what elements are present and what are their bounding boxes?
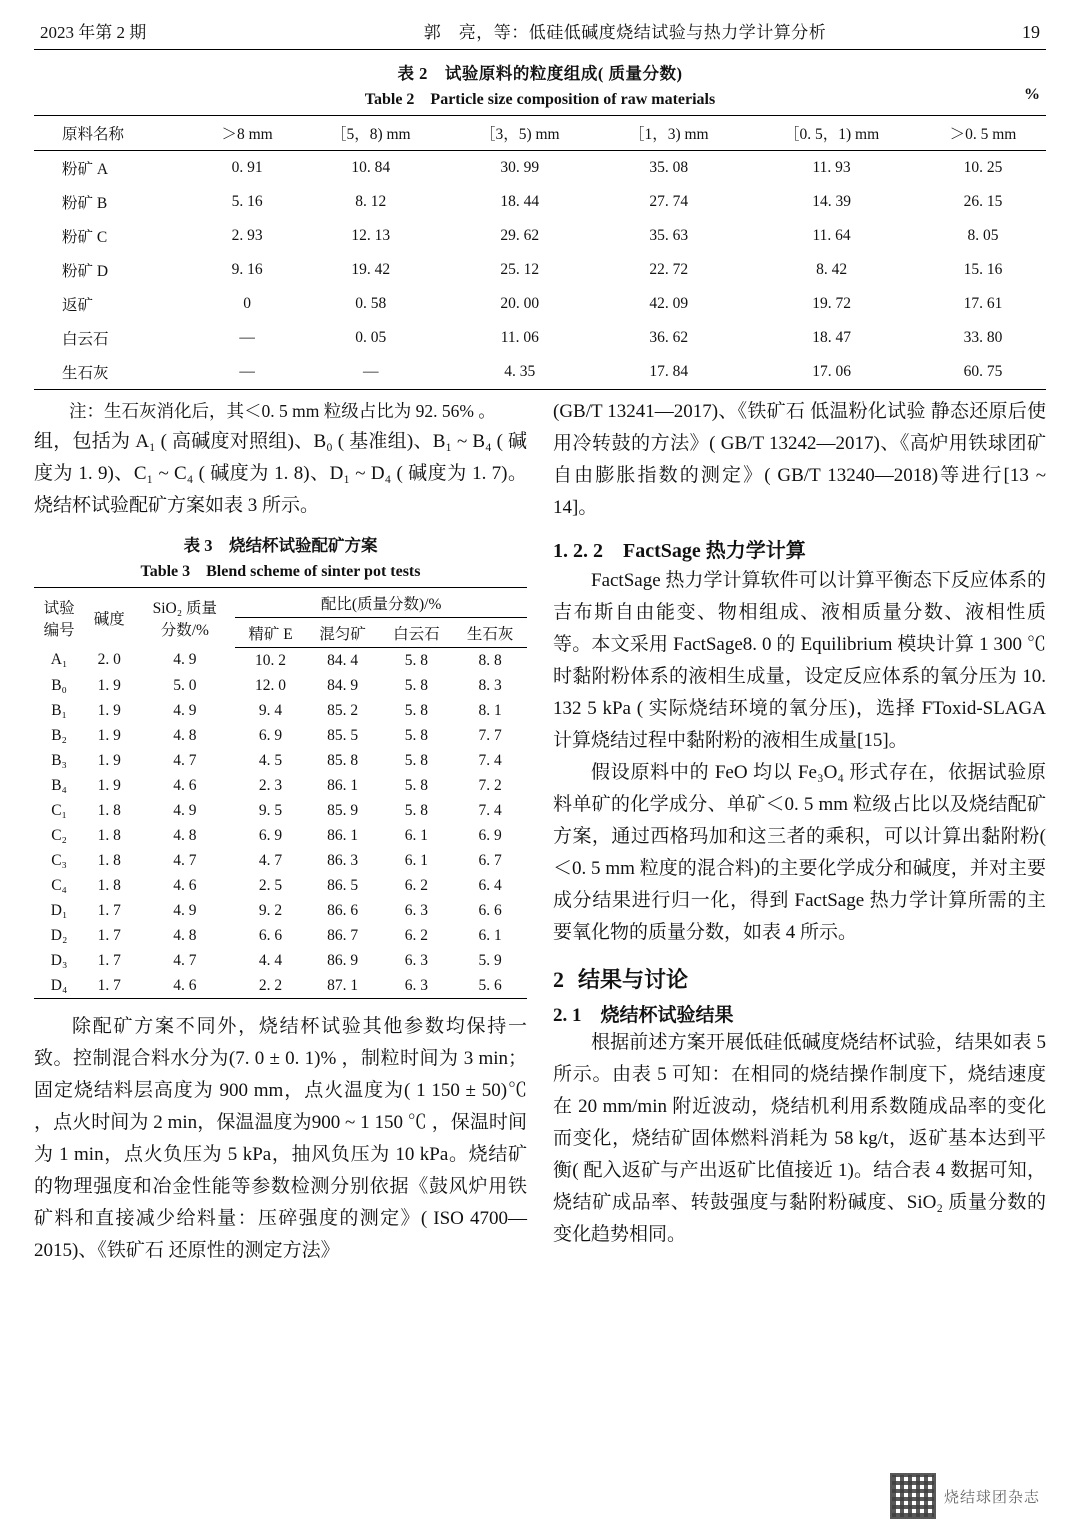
table3-col-sio2: [134, 588, 235, 648]
table2-col-4: ［1，3) mm: [594, 116, 743, 151]
table2-cell: 0: [243, 295, 251, 312]
watermark: [890, 1473, 1040, 1519]
table3-cell: 4. 6: [173, 876, 197, 894]
table2-unit: %: [1024, 86, 1040, 103]
table-row: [34, 948, 527, 973]
table2-col-6: ＞0. 5 mm: [920, 116, 1046, 151]
table2-cell: 11. 64: [812, 227, 851, 244]
table3-cell: 1. 7: [97, 951, 121, 969]
qr-code-icon: [890, 1473, 936, 1519]
table3-cell: 6. 3: [404, 901, 428, 919]
table3-col-quicklime: 生石灰: [453, 618, 527, 648]
table2-col-2: ［5，8) mm: [296, 116, 445, 151]
table3-cell: 1. 9: [97, 726, 121, 744]
running-head: [34, 18, 1046, 49]
table-row: [34, 219, 1046, 253]
table-row: [34, 648, 527, 674]
table3-cell: 1. 9: [97, 776, 121, 794]
table3-cell: 9. 2: [258, 901, 283, 919]
table3-cell: 85. 9: [327, 801, 359, 819]
table3-cell: 4. 6: [173, 776, 197, 794]
table3-cell: 1. 7: [97, 926, 121, 944]
table3-cell: D₂: [50, 926, 68, 944]
table3-cell: 5. 8: [404, 776, 428, 794]
two-column-body: [34, 396, 1046, 1267]
table2-cell: 5. 16: [231, 193, 263, 210]
table3-cell: 7. 2: [478, 776, 502, 794]
table2-cell: 30. 99: [500, 159, 540, 176]
table3-cell: C₃: [51, 851, 67, 869]
table3-cell: D₄: [34, 973, 84, 999]
table3-cell: 2. 0: [97, 651, 121, 669]
table2-cell: 粉矿 B: [62, 195, 108, 212]
table3-caption-cn: 表 3 烧结杯试验配矿方案: [183, 536, 378, 555]
table3-col-conc: 精矿 E: [235, 618, 305, 648]
table3-cell: 6. 2: [404, 926, 428, 944]
table3-col-sio2-l2: 分数/%: [160, 621, 209, 639]
table-row: [34, 973, 527, 999]
table3-cell: 4. 7: [258, 851, 283, 869]
table3-cell: 6. 1: [478, 926, 502, 944]
table2-cell: 17. 61: [963, 295, 1003, 312]
table2-head: [34, 116, 1046, 151]
table3-cell: 9. 5: [258, 801, 283, 819]
table2-col-1: ＞8 mm: [198, 116, 296, 151]
table2-cell: 15. 16: [963, 261, 1003, 278]
table3-cell: 84. 4: [327, 651, 359, 669]
table3-cell: 5. 8: [404, 701, 428, 719]
table3-cell: 86. 7: [327, 926, 359, 944]
table2-cell: 17. 84: [594, 355, 743, 390]
table3-header-row-1: [34, 588, 527, 618]
table3-cell: 4. 9: [173, 901, 197, 919]
table3-cell: 4. 9: [173, 801, 197, 819]
table2-col-5: ［0. 5，1) mm: [743, 116, 920, 151]
table2-cell: 11. 93: [812, 159, 851, 176]
table3-cell: 86. 5: [327, 876, 359, 894]
table3-cell: 1. 9: [97, 751, 121, 769]
table2-cell: 8. 12: [355, 193, 387, 210]
table2-body: [34, 151, 1046, 390]
table2-cell: 18. 47: [812, 329, 851, 346]
table2-cell: 17. 06: [743, 355, 920, 390]
table3-cell: D₃: [50, 951, 68, 969]
table2-cell: —: [198, 355, 296, 390]
table3-cell: 6. 9: [478, 826, 502, 844]
table2-cell: 10. 84: [351, 159, 391, 176]
section-heading-2-1: 2. 1 烧结杯试验结果: [553, 1005, 734, 1026]
table3-cell: D₁: [50, 901, 68, 919]
table3-cell: 2. 3: [258, 776, 283, 794]
running-head-title: 郭 亮，等：低硅低碱度烧结试验与热力学计算分析: [423, 23, 827, 42]
table3-cell: 1. 7: [97, 901, 121, 919]
table3-cell: 9. 4: [258, 701, 283, 719]
table3-cell: 6. 9: [258, 726, 283, 744]
table3-head: [34, 588, 527, 648]
table2-cell: 粉矿 C: [62, 229, 108, 246]
right-paragraph-4: 根据前述方案开展低硅低碱度烧结杯试验，结果如表 5 所示。由表 5 可知：在相同的烧结操作制度下，烧结速度在 20 mm/min 附近波动，烧结机利用系数随成品率的变化而变化，烧结矿固体燃料消耗为 58 kg/t，返矿基本达到平衡( 配入返矿与产出返矿比值接近 1)。结合表 4 数据可知，烧结矿成品率、转鼓强度与黏附粉碱度、SiO₂ 质量分数的变化趋势相同。: [553, 1032, 1046, 1245]
table2-cell: 14. 39: [812, 193, 851, 210]
table3-cell: 1. 8: [97, 851, 121, 869]
table2-col-3: ［3，5) mm: [445, 116, 594, 151]
table3-cell: 5. 9: [478, 951, 502, 969]
table-row: [34, 873, 527, 898]
table3-cell: 1. 8: [97, 876, 121, 894]
watermark-label: 烧结球团杂志: [943, 1489, 1040, 1506]
table3-cell: 8. 1: [478, 701, 502, 719]
table3-cell: 4. 6: [134, 973, 235, 999]
table2-cell: 26. 15: [963, 193, 1003, 210]
table3-cell: 6. 6: [478, 901, 502, 919]
table2-cell: 2. 93: [231, 227, 263, 244]
table2-cell: 9. 16: [231, 261, 263, 278]
table3-col-dolomite: 白云石: [379, 618, 453, 648]
table3-cell: 4. 8: [173, 826, 197, 844]
left-paragraph-2: 除配矿方案不同外，烧结杯试验其他参数均保持一致。控制混合料水分为(7. 0 ± 0. 1)% ，制粒时间为 3 min；固定烧结料层高度为 900 mm，点火温度为( 1 150 ± 50)℃ ，点火时间为 2 min，保温温度为900 ~ 1 150 ℃ ，保温时间为 1 min，点火负压为 5 kPa，抽风负压为 10 kPa。烧结矿的物理强度和冶金性能等参数检测分别依据《鼓风炉用铁矿料和直接减少给料量：压碎强度的测定》( ISO 4700—2015)、《铁矿石 还原性的测定方法》: [34, 1016, 527, 1261]
table-row: [34, 673, 527, 698]
table3-cell: 6. 9: [258, 826, 283, 844]
table3-col-id: [34, 588, 84, 648]
table2-cell: —: [296, 355, 445, 390]
table3-cell: 4. 7: [173, 951, 197, 969]
table3-cell: 4. 7: [173, 851, 197, 869]
table3-cell: 5. 6: [453, 973, 527, 999]
table3-cell: B₄: [51, 776, 67, 794]
table3-cell: 6. 3: [379, 973, 453, 999]
running-head-issue: 2023 年第 2 期: [40, 23, 147, 42]
table-row: [34, 898, 527, 923]
table3-cell: 4. 7: [173, 751, 197, 769]
table3-cell: 6. 3: [404, 951, 428, 969]
table-row: [34, 773, 527, 798]
table3-cell: 5. 0: [173, 676, 197, 694]
table2-cell: 8. 42: [816, 261, 848, 278]
table-row: [34, 823, 527, 848]
table2-cell: 返矿: [62, 297, 94, 314]
table3-cell: 4. 8: [173, 926, 197, 944]
table2-note: 注：生石灰消化后，其＜0. 5 mm 粒级占比为 92. 56% 。: [69, 401, 496, 421]
table3-cell: 8. 8: [478, 651, 502, 669]
table2-caption-cn: 表 2 试验原料的粒度组成( 质量分数): [397, 64, 683, 83]
table-row: [34, 185, 1046, 219]
table3-cell: B₂: [51, 726, 67, 744]
table3-cell: C₄: [51, 876, 67, 894]
table2-col-0: 原料名称: [34, 116, 198, 151]
table2-cell: 粉矿 D: [62, 263, 109, 280]
table3-col-sio2-l1: SiO₂ 质量: [152, 599, 218, 617]
table2-cell: 0. 58: [355, 295, 387, 312]
table-row: [34, 748, 527, 773]
table3-cell: 5. 8: [404, 651, 428, 669]
table2-cell: 0. 05: [355, 329, 387, 346]
table3-caption-en: Table 3 Blend scheme of sinter pot tests: [140, 563, 421, 580]
table2-cell: 42. 09: [649, 295, 689, 312]
table3-cell: 5. 8: [404, 726, 428, 744]
table2-cell: 25. 12: [500, 261, 540, 278]
table3-cell: 6. 2: [404, 876, 428, 894]
table2-cell: 10. 25: [963, 159, 1003, 176]
table2-cell: 36. 62: [649, 329, 689, 346]
table2-caption-en-wrap: [34, 86, 1046, 109]
table3-cell: B₃: [51, 751, 67, 769]
table3-cell: 84. 9: [327, 676, 359, 694]
right-paragraph-2: FactSage 热力学计算软件可以计算平衡态下反应体系的吉布斯自由能变、物相组成、液相质量分数、液相性质等。本文采用 FactSage8. 0 的 Equilibrium 模块计算 1 300 ℃时黏附粉体系的液相生成量，设定反应体系的氧分压为 10. 132 5 kPa ( 实际烧结环境的氧分压)，选择 FToxid-SLAGA 计算烧结过程中黏附粉的液相生成量[15]。: [553, 570, 1046, 751]
table3-cell: 1. 8: [97, 826, 121, 844]
table3-cell: 86. 6: [327, 901, 359, 919]
table3-col-id-l2: 编号: [43, 621, 75, 639]
left-column: [34, 396, 527, 1267]
table3-cell: 7. 7: [478, 726, 502, 744]
table2-cell: 20. 00: [500, 295, 540, 312]
table3-col-id-l1: 试验: [43, 599, 75, 617]
table-row: [34, 798, 527, 823]
table3-cell: 6. 1: [404, 826, 428, 844]
table3-cell: C₁: [51, 801, 67, 819]
table3-cell: 1. 8: [97, 801, 121, 819]
table2-cell: 22. 72: [649, 261, 689, 278]
table3-cell: 12. 0: [255, 676, 286, 694]
table2-cell: 12. 13: [351, 227, 391, 244]
table-row: [34, 321, 1046, 355]
table3-cell: 5. 8: [404, 801, 428, 819]
table2-cell: 生石灰: [34, 355, 198, 390]
table3-cell: 10. 2: [255, 651, 286, 669]
table2-cell: 8. 05: [967, 227, 999, 244]
table2-cell: 35. 08: [649, 159, 689, 176]
table2-cell: 29. 62: [500, 227, 540, 244]
table2-cell: 4. 35: [445, 355, 594, 390]
table2-cell: 19. 72: [812, 295, 851, 312]
table3-cell: 4. 4: [258, 951, 283, 969]
table3-cell: 7. 4: [478, 751, 502, 769]
right-column: [553, 396, 1046, 1267]
table3-cell: 85. 2: [327, 701, 359, 719]
table3-cell: 86. 1: [327, 776, 359, 794]
table3-cell: 86. 9: [327, 951, 359, 969]
table-row: [34, 723, 527, 748]
table3-col-mix: 混匀矿: [306, 618, 380, 648]
page-number: 19: [1022, 22, 1040, 42]
table3-cell: 6. 7: [478, 851, 502, 869]
table3-cell: 5. 8: [404, 676, 428, 694]
table2-cell: 11. 06: [500, 329, 539, 346]
table3: [34, 587, 527, 999]
table3-cell: 4. 8: [173, 726, 197, 744]
table3-cell: 87. 1: [306, 973, 380, 999]
table3-cell: B₁: [51, 701, 67, 719]
table3-cell: 4. 9: [173, 651, 197, 669]
table3-cell: 1. 9: [97, 676, 121, 694]
table3-cell: 8. 3: [478, 676, 502, 694]
section-heading-1-2-2: 1. 2. 2 FactSage 热力学计算: [553, 540, 806, 562]
table2-cell: 35. 63: [649, 227, 689, 244]
table2-cell: 粉矿 A: [62, 161, 109, 178]
table3-cell: 6. 1: [404, 851, 428, 869]
table-row: [34, 848, 527, 873]
table3-cell: 6. 6: [258, 926, 283, 944]
table3-col-basicity: 碱度: [84, 588, 134, 648]
table3-cell: 4. 5: [258, 751, 283, 769]
table-row: [34, 923, 527, 948]
table-row: [34, 287, 1046, 321]
table2-cell: 0. 91: [231, 159, 263, 176]
table3-cell: 4. 9: [173, 701, 197, 719]
table-row: [34, 253, 1046, 287]
table2: [34, 115, 1046, 390]
table2-header-row: [34, 116, 1046, 151]
table3-cell: 7. 4: [478, 801, 502, 819]
right-paragraph-3: 假设原料中的 FeO 均以 Fe₃O₄ 形式存在，依据试验原料单矿的化学成分、单矿＜0. 5 mm 粒级占比以及烧结配矿方案，通过西格玛加和这三者的乘积，可以计算出黏附粉( ＜0. 5 mm 粒度的混合料)的主要化学成分和碱度，并对主要成分结果进行归一化，得到 FactSage 热力学计算所需的主要氧化物的质量分数，如表 4 所示。: [553, 762, 1046, 943]
table3-cell: 1. 7: [84, 973, 134, 999]
table3-body: [34, 648, 527, 999]
table-row: [34, 355, 1046, 390]
section-2-number: 2: [553, 967, 564, 992]
right-paragraph-1: (GB/T 13241—2017)、《铁矿石 低温粉化试验 静态还原后使用冷转鼓的方法》( GB/T 13242—2017)、《高炉用铁球团矿自由膨胀指数的测定》( GB/T 13240—2018)等进行[13 ~ 14]。: [553, 401, 1046, 518]
table3-cell: 2. 2: [235, 973, 305, 999]
table2-cell: —: [239, 329, 255, 346]
table2-cell: 19. 42: [351, 261, 391, 278]
table3-cell: 5. 8: [404, 751, 428, 769]
table3-cell: 2. 5: [258, 876, 283, 894]
table2-cell: 白云石: [62, 331, 109, 348]
header-divider: [34, 49, 1046, 50]
table-row: [34, 698, 527, 723]
table3-cell: 1. 9: [97, 701, 121, 719]
section-2-title: 结果与讨论: [578, 967, 689, 992]
table3-cell: 86. 3: [327, 851, 359, 869]
left-paragraph-1: 组，包括为 A₁ ( 高碱度对照组)、B₀ ( 基准组)、B₁ ~ B₄ ( 碱度为 1. 9)、C₁ ~ C₄ ( 碱度为 1. 8)、D₁ ~ D₄ ( 碱度为 1. 7)。烧结杯试验配矿方案如表 3 所示。: [34, 431, 527, 516]
table2-cell: 18. 44: [500, 193, 540, 210]
table3-wrap: [34, 532, 527, 999]
table3-cell: 85. 5: [327, 726, 359, 744]
table3-cell: 85. 8: [327, 751, 359, 769]
table3-cell: 86. 1: [327, 826, 359, 844]
table-row: [34, 151, 1046, 186]
table2-cell: 33. 80: [963, 329, 1003, 346]
table3-cell: A₁: [50, 651, 68, 669]
table2-cell: 27. 74: [649, 193, 689, 210]
table3-cell: 6. 4: [478, 876, 502, 894]
table3-cell: C₂: [51, 826, 67, 844]
table3-col-group: 配比(质量分数)/%: [235, 588, 527, 618]
section-heading-2: [553, 963, 1046, 994]
table2-cell: 60. 75: [920, 355, 1046, 390]
table3-cell: B₀: [51, 676, 67, 694]
table2-caption-en: Table 2 Particle size composition of raw materials: [364, 91, 716, 108]
